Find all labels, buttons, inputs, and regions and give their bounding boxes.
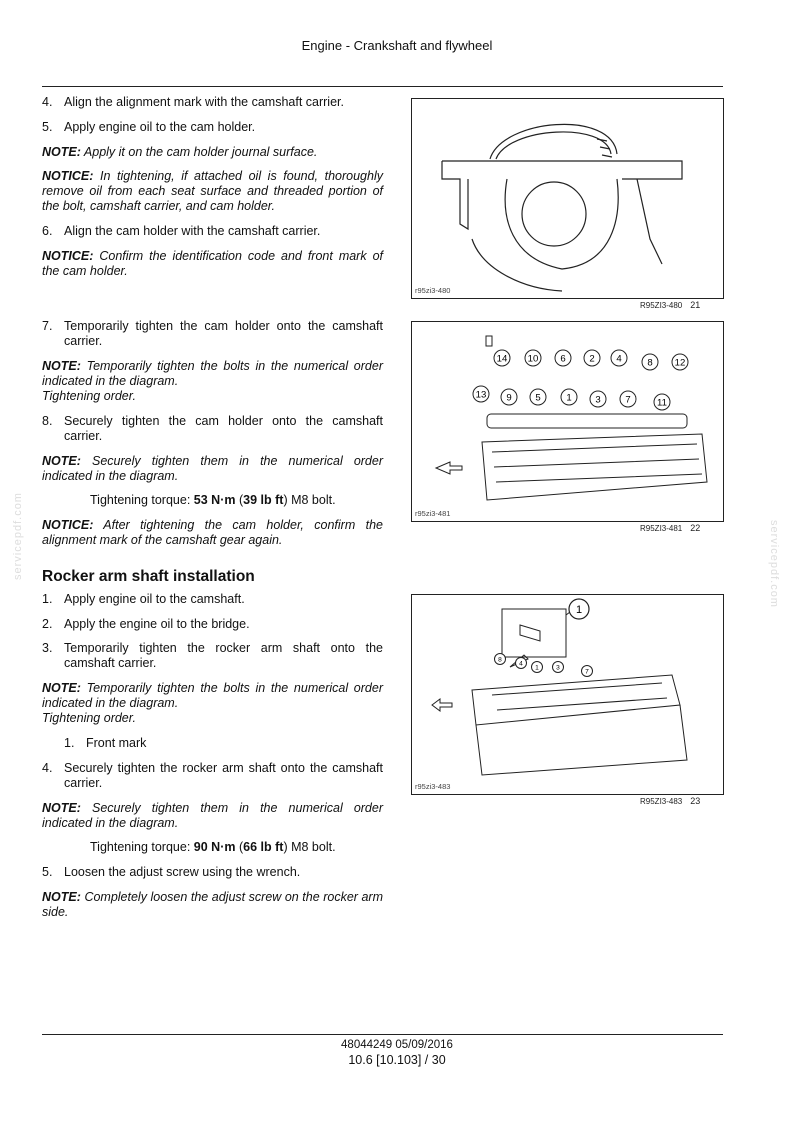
step-number: 7. <box>42 319 53 333</box>
bolt-number-marker <box>473 386 489 402</box>
notice-text: Confirm the identification code and front mark of the cam holder. <box>42 249 383 278</box>
step-text: Apply engine oil to the cam holder. <box>64 120 256 134</box>
cam-step-6 <box>42 224 383 239</box>
note-text: Completely loosen the adjust screw on the rocker arm side. <box>42 890 383 919</box>
bolt-number: 13 <box>475 389 487 401</box>
cam-note-3 <box>42 454 383 484</box>
torque-value: 90 N·m <box>193 840 236 854</box>
step-number: 8. <box>42 414 53 428</box>
bolt-number-marker <box>553 662 564 673</box>
torque-close: ) <box>283 840 288 854</box>
bolt-number: 14 <box>496 353 508 365</box>
footer-doc-ref: 48044249 05/09/2016 <box>341 1039 453 1051</box>
figure-number: 22 <box>690 523 701 533</box>
step-text: Securely tighten the rocker arm shaft onto the camshaft carrier. <box>64 761 383 790</box>
step-number: 4. <box>42 761 53 775</box>
footer-page-ref: 10.6 [10.103] / 30 <box>348 1053 446 1067</box>
torque-suffix: M8 bolt. <box>291 493 336 507</box>
note-text: Temporarily tighten the bolts in the numerical order indicated in the diagram. <box>42 359 383 388</box>
bolt-number-marker <box>642 354 658 370</box>
step-text: Align the cam holder with the camshaft carrier. <box>64 224 321 238</box>
callout-1 <box>569 599 589 619</box>
cam-notice-2 <box>42 249 383 279</box>
figure-21 <box>411 98 724 299</box>
note-label: NOTE: <box>42 359 81 373</box>
bolt-number-marker <box>654 394 670 410</box>
notice-text: After tightening the cam holder, confirm the alignment mark of the camshaft gear again. <box>42 518 383 547</box>
figure-caption-23 <box>640 796 700 806</box>
cam-holder-bolt-order-illustration <box>412 322 723 521</box>
note-subtext: Tightening order. <box>42 389 136 403</box>
step-number: 1. <box>42 592 53 606</box>
notice-text: In tightening, if attached oil is found, thoroughly remove oil from each seat surface and threaded portion of the bolt, camshaft carrier, and cam holder. <box>42 169 383 213</box>
callout-number: 1 <box>575 604 583 616</box>
cam-notice-3 <box>42 518 383 548</box>
torque-close: ) <box>283 493 288 507</box>
bolt-number-marker <box>532 662 543 673</box>
bolt-number-marker <box>584 350 600 366</box>
bolt-number: 1 <box>566 392 572 404</box>
figure-caption-21 <box>640 300 700 310</box>
note-label: NOTE: <box>42 681 81 695</box>
bolt-number-marker <box>582 666 593 677</box>
step-number: 2. <box>42 617 53 631</box>
step-text: Apply the engine oil to the bridge. <box>64 617 250 631</box>
torque-suffix: M8 bolt. <box>291 840 336 854</box>
bolt-number: 2 <box>589 353 595 365</box>
section-heading: Rocker arm shaft installation <box>42 568 255 585</box>
step-text: Align the alignment mark with the camshaft carrier. <box>64 95 344 109</box>
bolt-number-marker <box>590 391 606 407</box>
note-text: Temporarily tighten the bolts in the numerical order indicated in the diagram. <box>42 681 383 710</box>
figure-id: r95zi3-481 <box>415 509 451 518</box>
rocker-shaft-illustration <box>412 595 723 794</box>
rocker-step-1 <box>42 592 383 607</box>
rocker-step-2 <box>42 617 383 632</box>
cam-step-7 <box>42 319 383 349</box>
note-subtext: Tightening order. <box>42 711 136 725</box>
bolt-number: 6 <box>560 353 566 365</box>
bolt-number-marker <box>555 350 571 366</box>
cam-torque-spec <box>90 493 336 507</box>
caption-ref: R95ZI3-483 <box>640 797 683 806</box>
figure-caption-22 <box>640 523 700 533</box>
page-header-title: Engine - Crankshaft and flywheel <box>301 38 493 53</box>
bolt-number: 4 <box>616 353 622 365</box>
bolt-number-marker <box>525 350 541 366</box>
step-number: 4. <box>42 95 53 109</box>
bolt-number: 7 <box>625 394 631 406</box>
footer-rule <box>42 1034 723 1035</box>
bolt-number-marker <box>495 654 506 665</box>
step-text: Apply engine oil to the camshaft. <box>64 592 245 606</box>
step-text: Loosen the adjust screw using the wrench. <box>64 865 301 879</box>
bolt-number: 1 <box>535 664 539 672</box>
torque-open: ( <box>238 840 244 854</box>
note-label: NOTE: <box>42 454 81 468</box>
rocker-subitem-1 <box>64 736 364 750</box>
step-number: 5. <box>42 865 53 879</box>
step-text: Front mark <box>86 736 147 750</box>
bolt-number: 10 <box>527 353 539 365</box>
torque-imperial: 66 lb ft <box>243 840 284 854</box>
bolt-number: 8 <box>647 357 653 369</box>
bolt-number-marker <box>620 391 636 407</box>
note-text: Securely tighten them in the numerical order indicated in the diagram. <box>42 454 384 483</box>
note-label: NOTE: <box>42 145 81 159</box>
bolt-number-marker <box>516 658 527 669</box>
bolt-number: 9 <box>506 392 512 404</box>
cam-note-2 <box>42 359 383 404</box>
step-text: Temporarily tighten the cam holder onto the camshaft carrier. <box>64 319 383 348</box>
bolt-number: 3 <box>595 394 601 406</box>
bolt-number: 4 <box>519 660 523 668</box>
watermark-left: servicepdf.com <box>12 492 24 580</box>
caption-ref: R95ZI3-480 <box>640 301 683 310</box>
bolt-number-marker <box>530 389 546 405</box>
cam-step-4 <box>42 95 383 110</box>
torque-imperial: 39 lb ft <box>243 493 284 507</box>
figure-number: 21 <box>690 300 701 310</box>
bolt-number-marker <box>672 354 688 370</box>
torque-value: 53 N·m <box>193 493 236 507</box>
bolt-number: 8 <box>498 656 502 664</box>
bolt-number-marker <box>494 350 510 366</box>
bolt-number: 5 <box>535 392 541 404</box>
notice-label: NOTICE: <box>42 169 94 183</box>
bolt-number-marker <box>501 389 517 405</box>
rocker-step-5 <box>42 865 383 880</box>
note-label: NOTE: <box>42 801 81 815</box>
caption-ref: R95ZI3-481 <box>640 524 683 533</box>
rocker-step-4 <box>42 761 383 791</box>
bolt-number: 11 <box>657 397 667 409</box>
cam-step-5 <box>42 120 383 135</box>
step-number: 3. <box>42 641 53 655</box>
bolt-number: 12 <box>674 357 686 369</box>
figure-23 <box>411 594 724 795</box>
rocker-note-3 <box>42 890 383 920</box>
torque-open: ( <box>238 493 244 507</box>
note-text: Apply it on the cam holder journal surface. <box>83 145 318 159</box>
torque-prefix: Tightening torque: <box>90 840 191 854</box>
figure-number: 23 <box>690 796 701 806</box>
step-text: Temporarily tighten the rocker arm shaft onto the camshaft carrier. <box>64 641 383 670</box>
rocker-note-2 <box>42 801 383 831</box>
cam-notice-1 <box>42 169 383 214</box>
step-number: 1. <box>64 736 75 750</box>
step-text: Securely tighten the cam holder onto the camshaft carrier. <box>64 414 383 443</box>
rocker-torque-spec <box>90 840 336 854</box>
rocker-note-1 <box>42 681 383 726</box>
note-label: NOTE: <box>42 890 81 904</box>
figure-id: r95zi3-480 <box>415 286 451 295</box>
watermark-right: servicepdf.com <box>768 520 780 608</box>
cam-note-1 <box>42 145 383 160</box>
note-text: Securely tighten them in the numerical order indicated in the diagram. <box>42 801 384 830</box>
step-number: 6. <box>42 224 53 238</box>
notice-label: NOTICE: <box>42 249 94 263</box>
step-number: 5. <box>42 120 53 134</box>
bolt-number: 7 <box>585 668 589 676</box>
bolt-number: 3 <box>556 664 560 672</box>
figure-22 <box>411 321 724 522</box>
rocker-step-3 <box>42 641 383 671</box>
cam-holder-illustration <box>412 99 723 298</box>
notice-label: NOTICE: <box>42 518 94 532</box>
cam-step-8 <box>42 414 383 444</box>
figure-id: r95zi3-483 <box>415 782 451 791</box>
bolt-number-marker <box>561 389 577 405</box>
bolt-number-marker <box>611 350 627 366</box>
torque-prefix: Tightening torque: <box>90 493 191 507</box>
header-rule <box>42 86 723 87</box>
